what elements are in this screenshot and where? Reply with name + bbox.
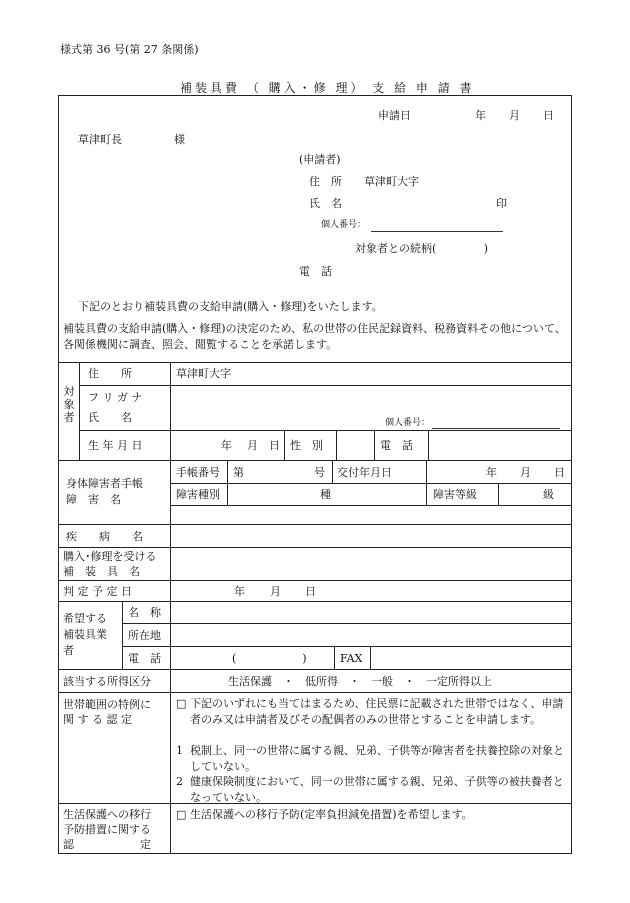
subject-name-label: 氏 名 bbox=[88, 411, 132, 424]
date-month: 月 bbox=[509, 109, 520, 122]
welfare-text: 生活保護への移行予防(定率負担減免措置)を希望します。 bbox=[190, 808, 473, 821]
income-category-options[interactable]: 生活保護 ・ 低所得 ・ 一般 ・ 一定所得以上 bbox=[228, 675, 492, 688]
subject-section-label: 対 象 者 bbox=[63, 385, 75, 424]
birth-day: 日 bbox=[269, 439, 280, 452]
household-text: 下記のいずれにも当てはまるため、住民票に記載された世帯ではなく、申請者のみ又は申請者及びその配偶者のみの世帯とすることを申請します。 bbox=[190, 697, 564, 726]
vendor-label-line3: 者 bbox=[63, 644, 74, 657]
rule-vendor-bottom bbox=[58, 669, 572, 670]
application-date-label: 申請日 bbox=[378, 109, 411, 122]
disability-grade-label: 障害等級 bbox=[433, 488, 477, 501]
judgment-day: 日 bbox=[305, 585, 316, 598]
handbook-section-label: 身体障害者手帳 bbox=[66, 477, 143, 490]
rule-table-top bbox=[58, 362, 572, 363]
form-title: 補装具費 （ 購入・修 理） 支 給 申 請 書 bbox=[180, 81, 475, 95]
judgment-month: 月 bbox=[270, 585, 281, 598]
rule-subject-address bbox=[79, 385, 572, 386]
relation-field[interactable]: 対象者との続柄( ) bbox=[355, 242, 489, 255]
handbook-dai: 第 bbox=[233, 466, 244, 479]
col-sex-right bbox=[336, 430, 337, 460]
issue-month: 月 bbox=[520, 466, 531, 479]
issue-year: 年 bbox=[486, 466, 497, 479]
subject-phone-label: 電 話 bbox=[380, 439, 413, 452]
col-vendor-sub bbox=[122, 601, 123, 669]
applicant-phone-label: 電 話 bbox=[299, 265, 332, 278]
col-phone-left bbox=[374, 430, 375, 460]
disability-grade-kyu: 級 bbox=[543, 488, 554, 501]
handbook-go: 号 bbox=[314, 466, 325, 479]
rule-handbook-bottom bbox=[58, 524, 572, 525]
sex-label: 性 別 bbox=[290, 439, 323, 452]
rule-handbook-type bbox=[170, 505, 572, 506]
applicant-personal-number-label: 個人番号： bbox=[321, 220, 367, 230]
statement-line2: 補装具費の支給申請(購入・修理)の決定のため、私の世帯の住民記録資料、税務資料その他について、各関係機関に調査、照会、閲覧することを承諾します。 bbox=[63, 322, 566, 351]
judgment-year: 年 bbox=[234, 585, 245, 598]
addressee: 草津町長 bbox=[78, 133, 122, 146]
birth-year: 年 bbox=[221, 439, 232, 452]
rule-vendor-name bbox=[122, 623, 572, 624]
household-checkbox[interactable]: □ bbox=[176, 697, 187, 710]
col-issue-date-left bbox=[332, 460, 333, 483]
form-number: 様式第 36 号(第 27 条関係) bbox=[60, 43, 199, 56]
applicant-name-label: 氏 名 bbox=[309, 197, 342, 210]
col-label-divider bbox=[170, 362, 171, 854]
subject-personal-number-label: 個人番号： bbox=[385, 418, 431, 428]
vendor-label-line2: 補装具業 bbox=[63, 628, 107, 641]
statement-line1: 下記のとおり補装具費の支給申請(購入・修理)をいたします。 bbox=[78, 300, 383, 313]
disability-name-label: 障 害 名 bbox=[66, 493, 121, 506]
rule-vendor-location bbox=[122, 646, 572, 647]
subject-address-value[interactable]: 草津町大字 bbox=[176, 367, 231, 380]
judgment-date-label: 判 定 予 定 日 bbox=[63, 585, 132, 598]
col-sex-left bbox=[284, 430, 285, 460]
welfare-label-line2: 予防措置に関する bbox=[63, 823, 151, 836]
subject-address-label: 住 所 bbox=[88, 367, 132, 380]
vendor-fax-label: FAX bbox=[340, 652, 363, 665]
vendor-location-label: 所在地 bbox=[128, 629, 161, 642]
col-fax-left bbox=[334, 646, 335, 669]
applicant-address-label: 住 所 bbox=[309, 175, 342, 188]
disability-type-label: 障害種別 bbox=[176, 488, 220, 501]
household-item1: 税制上、同一の世帯に属する親、兄弟、子供等が障害者を扶養控除の対象としていない。 bbox=[190, 744, 564, 773]
col-issue-date-right bbox=[426, 460, 427, 505]
birthdate-label: 生 年 月 日 bbox=[88, 439, 143, 452]
household-item2: 健康保険制度において、同一の世帯に属する親、兄弟、子供等の被扶養者となっていない。 bbox=[190, 775, 564, 804]
rule-income-bottom bbox=[58, 692, 572, 693]
col-handbook-number bbox=[227, 460, 228, 505]
device-label-line2: 補 装 具 名 bbox=[63, 565, 140, 578]
applicant-heading: (申請者) bbox=[299, 153, 341, 166]
issue-day: 日 bbox=[554, 466, 565, 479]
welfare-label-line1: 生活保護への移行 bbox=[63, 808, 151, 821]
household-item1-number: 1 bbox=[176, 744, 183, 757]
col-subject-section bbox=[79, 362, 80, 460]
issue-date-label: 交付年月日 bbox=[337, 466, 392, 479]
rule-handbook-mid bbox=[170, 483, 572, 484]
date-day: 日 bbox=[543, 109, 554, 122]
vendor-phone-paren[interactable]: ( ) bbox=[232, 652, 307, 665]
date-year: 年 bbox=[475, 109, 486, 122]
vendor-name-label: 名 称 bbox=[128, 606, 161, 619]
furigana-label: フ リ ガ ナ bbox=[88, 391, 143, 404]
device-label-line1: 購入･修理を受ける bbox=[63, 550, 157, 563]
income-category-label: 該当する所得区分 bbox=[63, 675, 151, 688]
handbook-number-label: 手帳番号 bbox=[176, 466, 220, 479]
household-label-line2: 関 す る 認 定 bbox=[63, 713, 132, 726]
col-grade-right bbox=[498, 483, 499, 505]
rule-disease-bottom bbox=[58, 547, 572, 548]
rule-subject-name bbox=[79, 430, 572, 431]
welfare-checkbox[interactable]: □ bbox=[176, 808, 187, 821]
vendor-label-line1: 希望する bbox=[63, 612, 107, 625]
addressee-honorific: 様 bbox=[174, 133, 185, 146]
applicant-address-value[interactable]: 草津町大字 bbox=[364, 175, 419, 188]
birth-month: 月 bbox=[247, 439, 258, 452]
rule-device-bottom bbox=[58, 580, 572, 581]
household-item2-number: 2 bbox=[176, 775, 183, 788]
welfare-label-line3: 認 定 bbox=[63, 838, 151, 851]
vendor-phone-label: 電 話 bbox=[128, 652, 161, 665]
rule-subject-bottom bbox=[58, 460, 572, 461]
seal-mark: 印 bbox=[496, 197, 507, 210]
personal-number-underline[interactable] bbox=[371, 231, 503, 232]
col-fax-right bbox=[370, 646, 371, 669]
rule-judgment-bottom bbox=[58, 601, 572, 602]
disability-type-shu: 種 bbox=[320, 488, 331, 501]
disease-label: 疾 病 名 bbox=[66, 530, 143, 543]
subject-personal-number-underline[interactable] bbox=[432, 428, 560, 429]
col-phone-right bbox=[428, 430, 429, 460]
household-label-line1: 世帯範囲の特例に bbox=[63, 698, 151, 711]
